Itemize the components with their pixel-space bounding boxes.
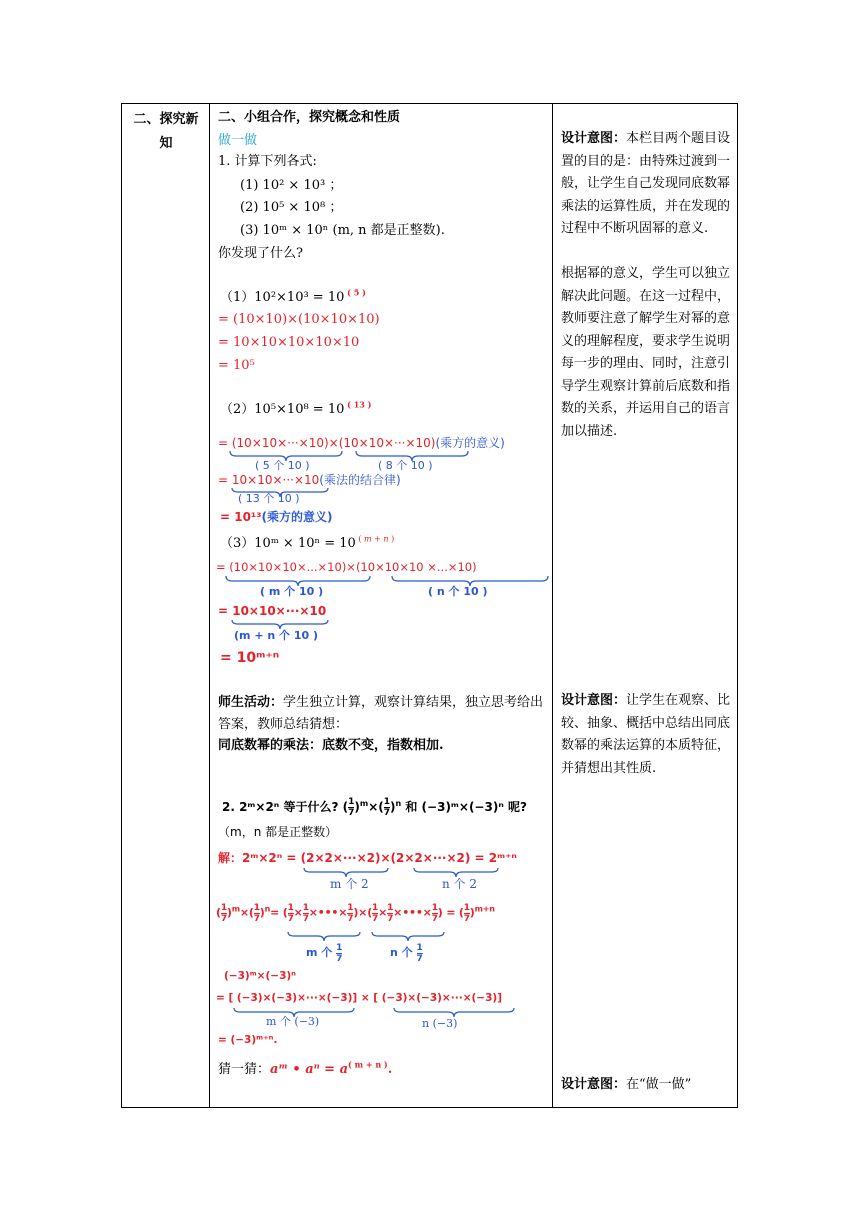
solution2-head-text: （2）10⁵×10⁸ = 10 (220, 402, 345, 417)
solution4-brace-label: n 个 2 (442, 877, 477, 891)
solution3-line2: = 10×10×···×10 (218, 604, 327, 618)
frac-den: 7 (348, 808, 355, 818)
solution2-brace-label: ( 13 个 10 ) (238, 492, 300, 505)
solution1-line: = 10×10×10×10×10 (218, 335, 360, 350)
q2-text: 2. 2ᵐ×2ⁿ 等于什么? ( $\frac{1}{7}$ )$^m$×( $\frac{1}{7}$ )$^n$ 和 (−3)ᵐ×(−3)ⁿ 呢? (222, 797, 527, 818)
solution4-brace-label: m 个 (−3) (266, 1015, 320, 1028)
activity-label: 师生活动： (218, 695, 284, 710)
solution2-result-text: = 10¹³ (220, 510, 262, 524)
solution3-brace-label: ( n 个 10 ) (428, 585, 488, 598)
solution2-head: （2）10⁵×10⁸ = 10 $^{( 13 )}$ (220, 399, 372, 417)
q2-mid: 和 (−3)ᵐ×(−3)ⁿ 呢? (405, 800, 527, 814)
q1-prompt: 1. 计算下列各式: (218, 154, 317, 169)
guess-line (218, 1059, 393, 1078)
lesson-table (121, 103, 738, 1108)
activity-body: 学生独立计算，观察计算结果，独立思考给出答案，教师总结猜想： (218, 695, 544, 732)
fraction (384, 797, 390, 818)
solution1-head-text: （1）10²×10³ = 10 (220, 290, 345, 305)
solution4-line1-text: 2ᵐ×2ⁿ = (2×2×···×2)×(2×2×···×2) = 2ᵐ⁺ⁿ (242, 851, 517, 865)
solution4-brace-label (306, 938, 342, 968)
solution3-result: = 10ᵐ⁺ⁿ (220, 650, 280, 666)
q1-question: 你发现了什么? (218, 246, 303, 261)
fraction: $\frac{1}{7}$ (347, 902, 354, 924)
solution1-head: （1）10²×10³ = 10 $^{( 5 )}$ (220, 287, 366, 305)
guess-label: 猜一猜： (218, 1062, 271, 1077)
solution4-brace-label (390, 938, 423, 968)
guess-blank: ( m + n ) (348, 1059, 388, 1070)
section-heading: 二、小组合作，探究概念和性质 (218, 110, 401, 125)
solution3-head: （3）10ᵐ × 10ⁿ = 10 $^{( m + n )}$ (220, 534, 395, 551)
do-it-title: 做一做 (218, 133, 258, 148)
intent-label: 设计意图： (561, 693, 627, 708)
solution4-brace-label: m 个 2 (330, 877, 369, 891)
solution3-head-text: （3）10ᵐ × 10ⁿ = 10 (220, 536, 356, 551)
fraction: $\frac{1}{7}$ (387, 902, 394, 924)
design-intent-column (553, 104, 737, 1107)
intent-label: 设计意图： (561, 1077, 627, 1092)
design-intent-1 (561, 128, 733, 241)
solution2-note-power2: (乘方的意义) (261, 510, 333, 524)
solution3-brace-label: ( m 个 10 ) (260, 585, 324, 598)
intent-text: 让学生在观察、比较、抽象、概括中总结出同底数幂的乘法运算的本质特征，并猜想出其性质. (561, 693, 731, 776)
q1-item: (1) 10² × 10³ ； (240, 178, 343, 193)
frac-num: 1 (383, 797, 390, 807)
solution2-note-power: (乘方的意义) (435, 436, 505, 450)
design-intent-3 (561, 1074, 733, 1097)
solution1-line: = (10×10)×(10×10×10) (218, 312, 380, 327)
solution1-line: = 10⁵ (218, 358, 255, 373)
solution1-blank: 5 (353, 287, 360, 298)
intent-label: 设计意图： (561, 131, 627, 146)
design-intent-1-more: 根据幂的意义，学生可以独立解决此问题。在这一过程中，教师要注意了解学生对幂的意义的理解程度，要求学生说明每一步的理由、同时，注意引导学生观察计算前后底数和指数的关系，并运用自己的语言加以描述. (561, 266, 731, 439)
fraction: $\frac{1}{7}$ (287, 902, 294, 924)
frac-num: 1 (348, 797, 355, 807)
solution2-result (220, 509, 332, 525)
solution4-line1 (218, 850, 517, 866)
main-content (210, 104, 552, 1107)
brace-label-m: m 个 (306, 946, 333, 959)
guess-formula: aᵐ • $a^n = a^{( m + n )}$. (270, 1059, 393, 1077)
solution2-brace-label: ( 5 个 10 ) (255, 459, 310, 472)
fraction: $\frac{1}{7}$ (302, 902, 309, 924)
solution4-line5: = (−3)ᵐ⁺ⁿ. (218, 1034, 278, 1046)
solution4-line3: (−3)ᵐ×(−3)ⁿ (224, 970, 296, 982)
q2-prefix: 2. 2ᵐ×2ⁿ 等于什么? (222, 800, 339, 814)
solution4-brace-label: n (−3) (422, 1017, 458, 1030)
design-intent-2 (561, 690, 733, 780)
solution4-line2: ( $\frac{1}{7}$ )$^m$×( $\frac{1}{7}$ )$^n$= ( $\frac{1}{7}$ × $\frac{1}{7}$ ×•••× $\frac{1}{7}$ )×( $\frac{1}{7}$ × $\frac{1}{7}$ ×•••× $\frac{1}{7}$ ) = ( $\frac{1}{7}$ )$^{m+n}$ (216, 902, 495, 924)
solution4-label: 解： (218, 851, 243, 865)
activity-rule: 同底数幂的乘法：底数不变，指数相加. (218, 738, 444, 753)
intent-text: 在“做一做” (626, 1077, 692, 1092)
solution3-line1: = (10×10×10×...×10)×(10×10×10 ×...×10) (216, 560, 477, 574)
solution3-brace-label: (m + n 个 10 ) (234, 629, 319, 642)
intent-text: 本栏目两个题目设置的目的是：由特殊过渡到一般，让学生自己发现同底数幂乘法的运算性质，并在发现的过程中不断巩固幂的意义. (561, 131, 731, 236)
brace-label-n: n 个 (390, 946, 413, 959)
fraction: $\frac{1}{7}$ (253, 902, 260, 924)
fraction: $\frac{1}{7}$ (463, 902, 470, 924)
solution2-note-assoc: (乘法的结合律) (319, 473, 401, 487)
fraction: $\frac{1}{7}$ (336, 942, 343, 964)
fraction: $\frac{1}{7}$ (220, 902, 227, 924)
fraction (348, 797, 354, 818)
solution4-line4: = [ (−3)×(−3)×···×(−3)] × [ (−3)×(−3)×···×(−3)] (216, 992, 502, 1004)
solution2-line1-text: = (10×10×···×10)×(10×10×···×10) (218, 436, 436, 450)
q2-note: （m，n 都是正整数） (218, 825, 338, 839)
q1-item: (2) 10⁵ × 10⁸ ； (240, 200, 343, 215)
fraction: $\frac{1}{7}$ (431, 902, 438, 924)
solution2-line2-text: = 10×10×···×10 (218, 473, 320, 487)
fraction: $\frac{1}{7}$ (372, 902, 379, 924)
section-label: 二、探究新知 (133, 112, 199, 151)
fraction: $\frac{1}{7}$ (416, 942, 423, 964)
solution2-brace-label: ( 8 个 10 ) (378, 459, 433, 472)
solution3-blank: m + n (364, 534, 389, 544)
frac-den: 7 (383, 808, 390, 818)
solution2-blank: 13 (353, 399, 365, 410)
activity-text (218, 692, 544, 736)
q1-item: (3) 10ᵐ × 10ⁿ (m, n 都是正整数). (240, 223, 445, 238)
